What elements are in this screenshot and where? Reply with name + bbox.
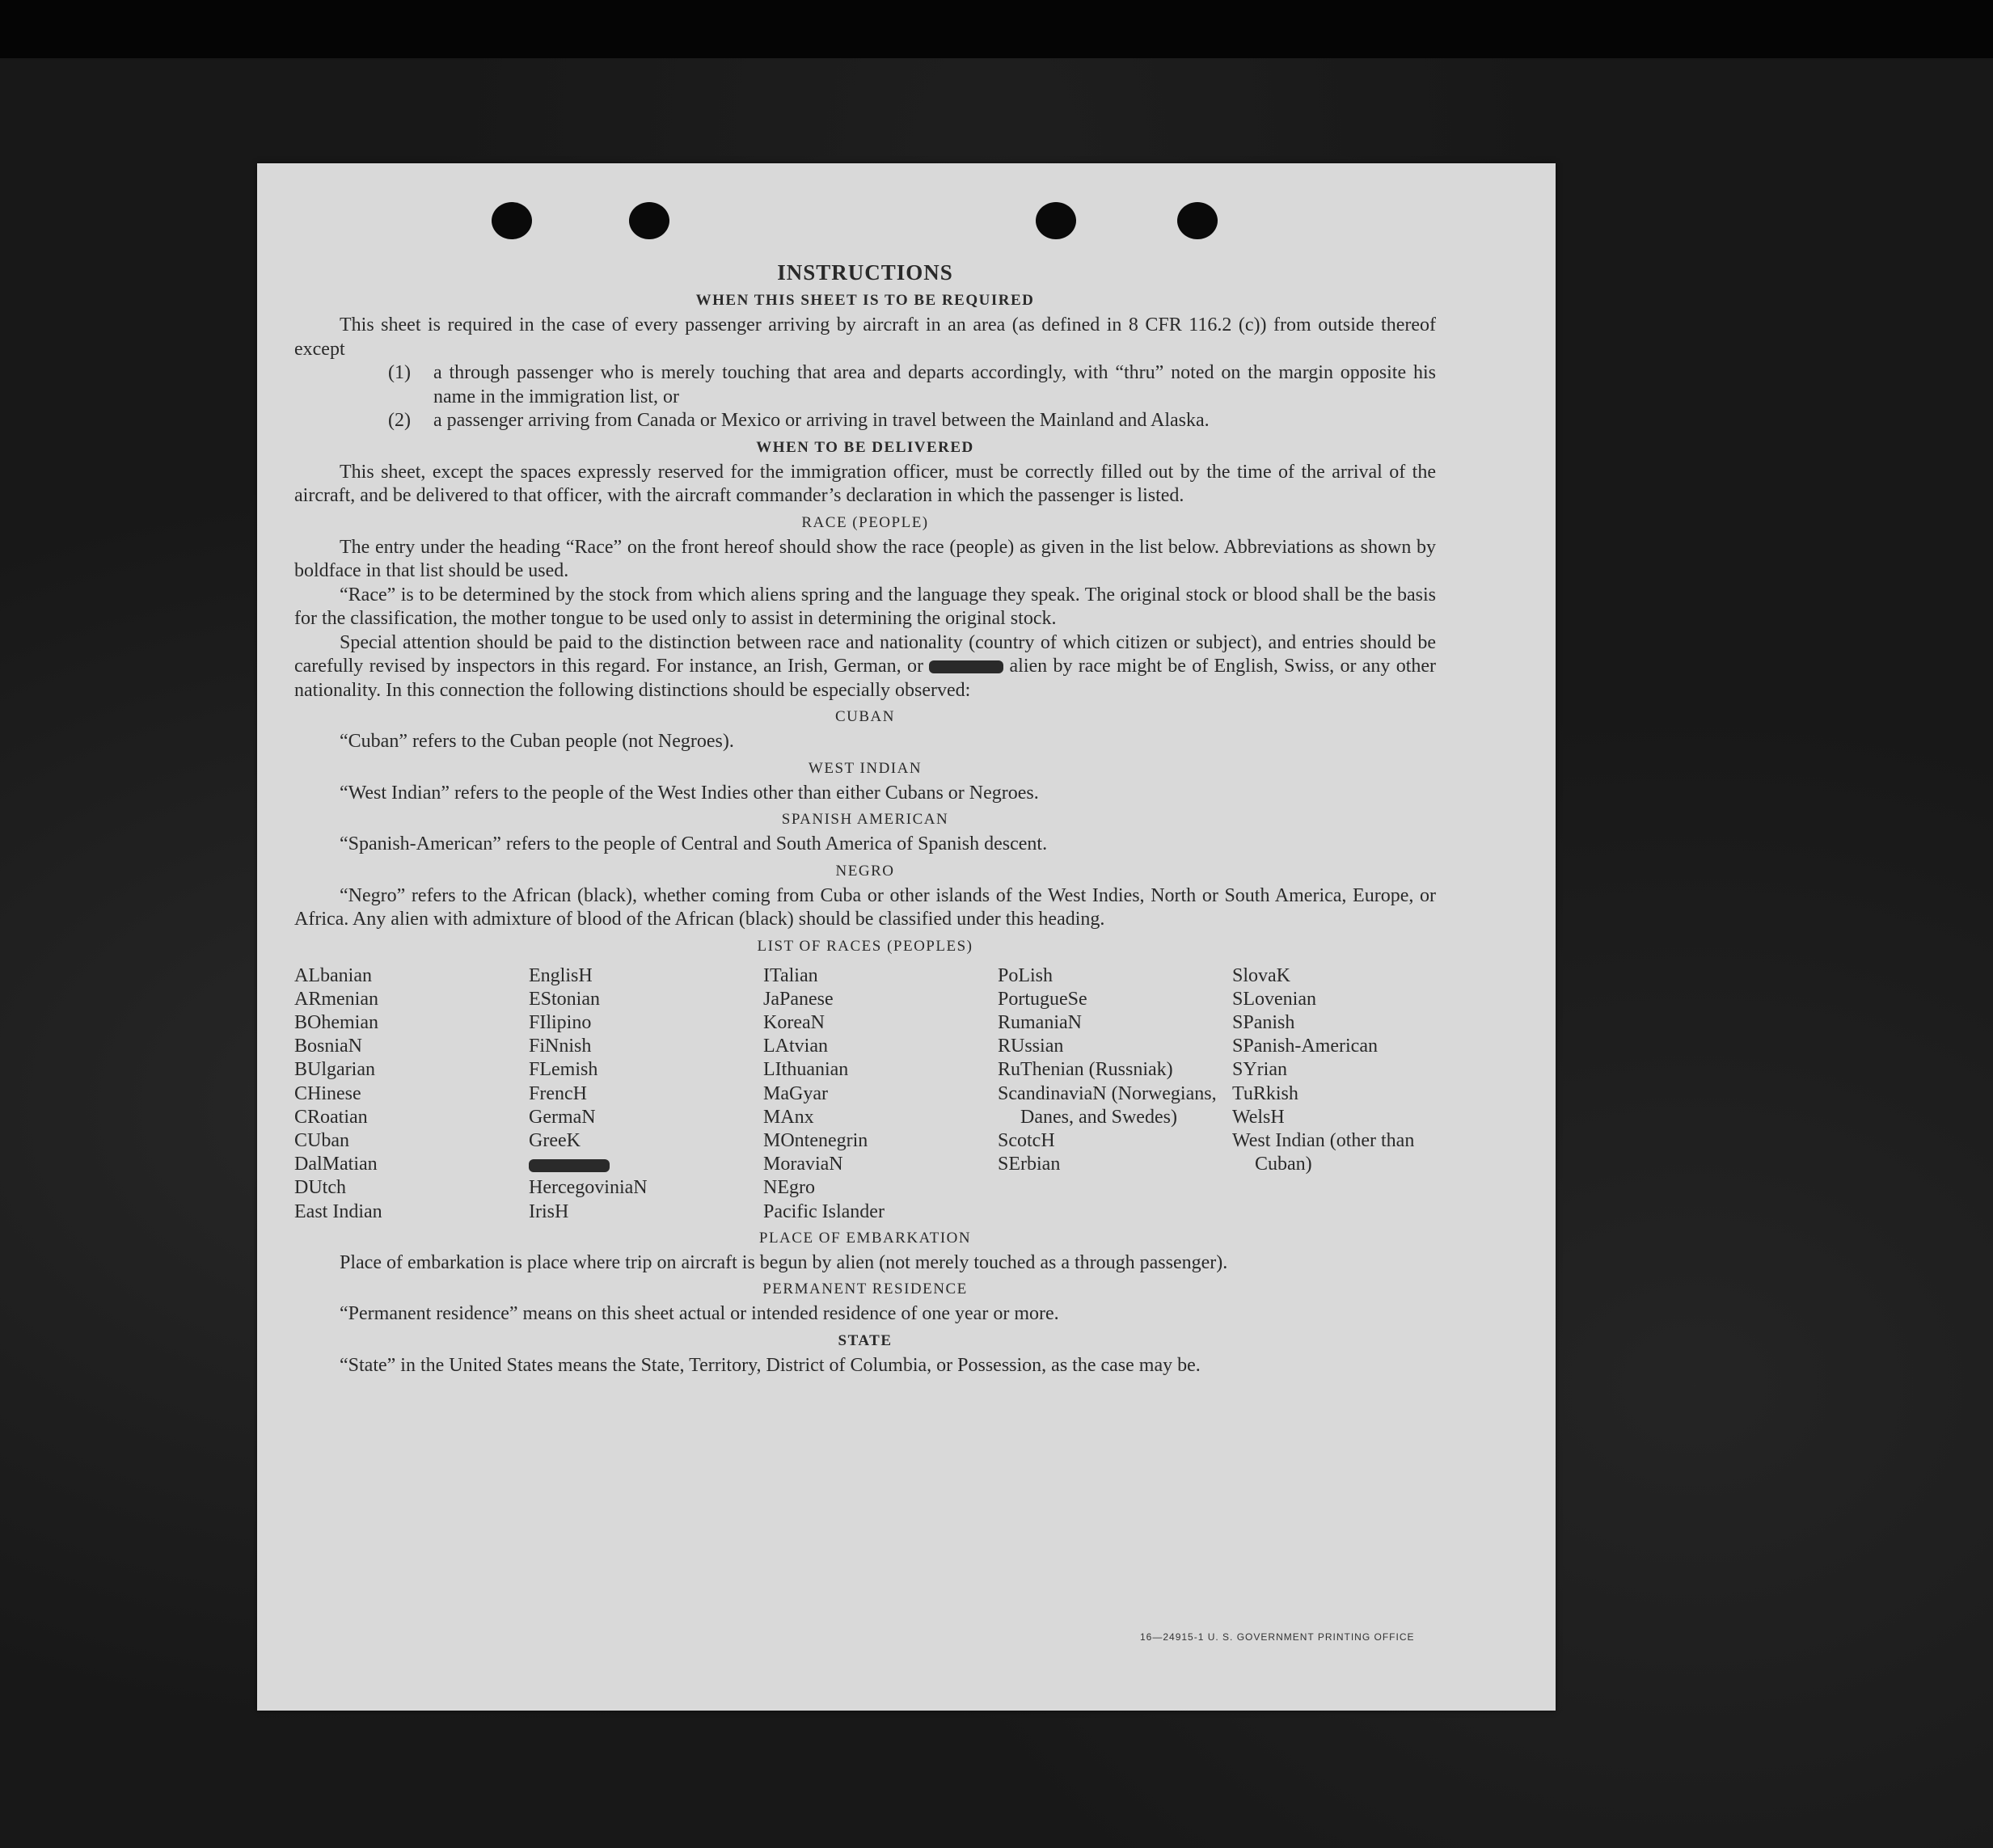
race-entry: DalMatian [294,1154,378,1175]
race-column [998,964,1232,1224]
race-entry: SLovenian [1232,988,1316,1010]
race-entry: EnglisH [529,964,593,986]
race-entry: PoLish [998,964,1054,986]
punch-hole [1036,202,1076,239]
scan-top-border [0,0,1993,58]
race-entry: NEgro [763,1177,815,1199]
spanish-american-text: “Spanish-American” refers to the people of Central and South America of Spanish descent. [340,833,1048,854]
race-entry: RUssian [998,1036,1064,1057]
section-heading-required: WHEN THIS SHEET IS TO BE REQUIRED [695,292,1035,309]
race-entry: BosniaN [294,1036,362,1057]
race-entry: FIlipino [529,1011,592,1033]
race-entry: PortugueSe [998,988,1087,1010]
exception-text: a passenger arriving from Canada or Mexico or arriving in travel between the Mainland and Alaska. [433,410,1210,431]
race-paragraph-3-end: alien by race might be of English, Swiss, or any other nationality. In this connection the following distinctions should be especially observed: [294,656,1437,701]
race-entry: WelsH [1232,1106,1285,1128]
race-entry: GreeK [529,1129,581,1151]
document-title: INSTRUCTIONS [777,260,953,285]
race-entry: GermaN [529,1106,596,1128]
race-entry: West Indian (other than Cuban) [1232,1129,1415,1175]
delivered-text: This sheet, except the spaces expressly reserved for the immigration officer, must be correctly filled out by the time of the arrival of the aircraft, and be delivered to that officer, with the aircraft commander’s declaration in which the passenger is listed. [294,461,1436,506]
section-heading-residence: PERMANENT RESIDENCE [762,1281,968,1298]
race-entry: SErbian [998,1154,1061,1175]
race-paragraph-1: The entry under the heading “Race” on the front hereof should show the race (people) as given in the list below. Abbreviations as shown by boldface in that list should be used. [294,536,1436,581]
punch-hole [629,202,669,239]
race-entry: SPanish [1232,1011,1295,1033]
required-intro: This sheet is required in the case of every passenger arriving by aircraft in an area (as defined in 8 CFR 116.2 (c)) from outside thereof except [294,314,1436,360]
west-indian-text: “West Indian” refers to the people of the West Indies other than either Cubans or Negroes. [340,782,1039,804]
race-entry: JaPanese [763,988,834,1010]
race-entry: FiNnish [529,1036,592,1057]
race-entry: BUlgarian [294,1059,375,1081]
race-entry: CHinese [294,1082,361,1104]
race-entry: MAnx [763,1106,814,1128]
race-entry: LIthuanian [763,1059,849,1081]
race-entry: BOhemian [294,1011,378,1033]
race-entry: CUban [294,1129,349,1151]
punch-hole [492,202,532,239]
race-entry: EStonian [529,988,600,1010]
exception-item [294,409,1436,433]
race-column [294,964,529,1224]
race-entry-redacted [529,1153,763,1176]
race-entry: East Indian [294,1200,382,1222]
race-entry: ARmenian [294,988,378,1010]
race-entry: MoraviaN [763,1154,843,1175]
race-entry: SYrian [1232,1059,1287,1081]
section-heading-negro: NEGRO [835,862,895,880]
race-entry: LAtvian [763,1036,828,1057]
race-paragraph-2: “Race” is to be determined by the stock from which aliens spring and the language they speak. The original stock or blood shall be the basis for the classification, the mother tongue to be used only to assist in determining the original stock. [294,584,1436,629]
race-entry: KoreaN [763,1011,825,1033]
document-page [257,163,1556,1711]
race-entry: SlovaK [1232,964,1290,986]
race-entry: TuRkish [1232,1082,1298,1104]
race-column [763,964,998,1224]
race-entry: DUtch [294,1177,346,1199]
race-entry: IrisH [529,1200,569,1222]
section-heading-list-of-races: LIST OF RACES (PEOPLES) [757,937,973,955]
section-heading-spanish-american: SPANISH AMERICAN [781,811,949,828]
embarkation-text: Place of embarkation is place where trip on aircraft is begun by alien (not merely touched as a through passenger). [340,1251,1228,1273]
exception-item [294,361,1436,409]
negro-text: “Negro” refers to the African (black), whether coming from Cuba or other islands of the West Indies, North or South America, Europe, or Africa. Any alien with admixture of blood of the African (black) should be classified under this heading. [294,884,1436,930]
redaction-mark [929,660,1003,673]
race-entry: ITalian [763,964,818,986]
section-heading-cuban: CUBAN [834,708,895,725]
race-entry: MOntenegrin [763,1129,868,1151]
race-entry: SPanish-American [1232,1036,1378,1057]
race-entry: FrencH [529,1082,587,1104]
race-entry: ALbanian [294,964,372,986]
redaction-mark [529,1159,610,1172]
race-column [1232,964,1467,1224]
exception-number: (2) [388,410,411,431]
exception-text: a through passenger who is merely touching that area and departs accordingly, with “thru” noted on the margin opposite his name in the immigration list, or [433,362,1436,407]
exception-number: (1) [388,362,411,383]
state-text: “State” in the United States means the State, Territory, District of Columbia, or Possession, as the case may be. [340,1354,1201,1376]
race-entry: MaGyar [763,1082,828,1104]
cuban-text: “Cuban” refers to the Cuban people (not Negroes). [340,731,734,752]
printing-office-code: 16—24915-1 U. S. GOVERNMENT PRINTING OFFICE [1140,1631,1415,1643]
section-heading-race: RACE (PEOPLE) [801,513,929,531]
race-column [529,964,763,1224]
race-entry: FLemish [529,1059,598,1081]
section-heading-embarkation: PLACE OF EMBARKATION [758,1229,972,1247]
race-paragraph-3 [294,631,1436,703]
race-entry: RumaniaN [998,1011,1082,1033]
residence-text: “Permanent residence” means on this sheet actual or intended residence of one year or more. [340,1303,1059,1325]
race-entry: HercegoviniaN [529,1177,648,1199]
race-paragraph-3-start: Special attention should be paid to the distinction between race and nationality (country of which citizen or subject), and entries should be carefully revised by inspectors in this regard. For instance, an Irish, German, or [294,631,1436,677]
race-list [294,964,1436,1224]
section-heading-delivered: WHEN TO BE DELIVERED [756,438,974,456]
race-entry: RuThenian (Russniak) [998,1059,1173,1081]
race-entry: Pacific Islander [763,1200,885,1222]
race-entry: ScandinaviaN (Norwegians, Danes, and Swedes) [998,1082,1217,1128]
punch-hole [1177,202,1218,239]
race-entry: CRoatian [294,1106,368,1128]
section-heading-west-indian: WEST INDIAN [808,759,923,777]
race-entry: ScotcH [998,1129,1055,1151]
section-heading-state: STATE [838,1331,893,1349]
document-content [294,259,1436,1378]
